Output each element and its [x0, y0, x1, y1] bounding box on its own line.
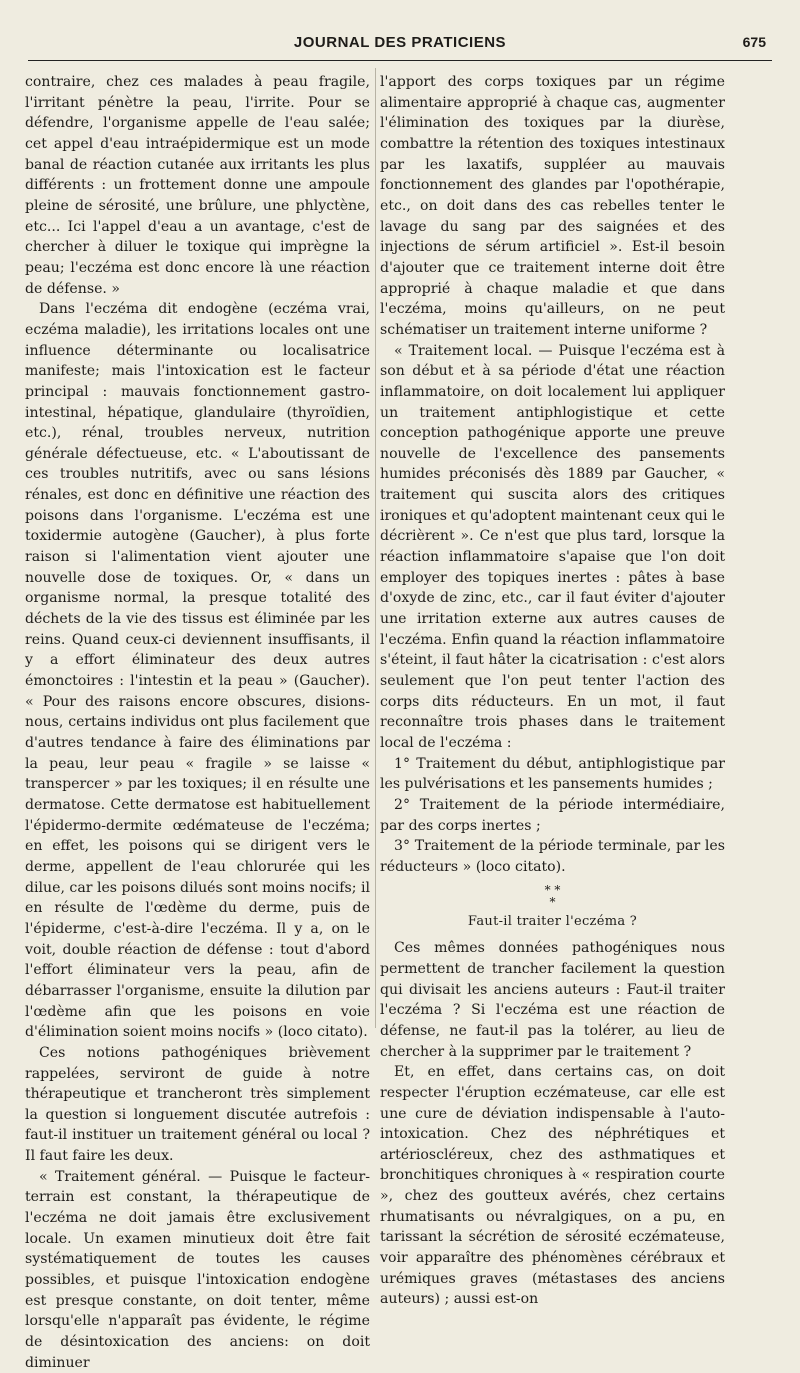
paragraph: « Traitement local. — Puisque l'eczéma est à son début et à sa période d'état une réaction inflammatoire, on doit localement lui appliquer un traitement antiphlogistique et cette conception pathogénique apporte une preuve nouvelle de l'excellence des pansements humides préconisés dès 1889 par Gaucher, « traitement qui suscita alors des critiques ironiques et qu'adoptent maintenant ceux qui le décrièrent ». Ce n'est que plus tard, lorsque la réaction inflammatoire s'apaise que l'on doit employer des topiques inertes : pâtes à base d'oxyde de zinc, etc., car il faut éviter d'ajouter une irritation externe aux autres causes de l'eczéma. Enfin quand la réaction inflammatoire s'éteint, il faut hâter la cicatrisation : c'est alors seulement que l'on peut tenter l'action des corps dits réducteurs. En un mot, il faut reconnaître trois phases dans le traitement local de l'eczéma : — [380, 342, 725, 751]
running-header — [28, 30, 772, 61]
column-divider — [375, 68, 376, 1028]
paragraph: « Traitement général. — Puisque le facteur-terrain est constant, la thérapeutique de l'eczéma ne doit jamais être exclusivement locale. Un examen minutieux doit être fait systématiquement de toutes les causes possibles, et puisque l'intoxication endogène est presque constante, on doit tenter, même lorsqu'elle n'apparaît pas évidente, le régime de désintoxication des anciens: on doit diminuer — [25, 1168, 370, 1371]
journal-title: JOURNAL DES PRATICIENS — [293, 34, 507, 51]
list-item: 2° Traitement de la période intermédiaire, par des corps inertes ; — [380, 796, 725, 834]
list-item: 3° Traitement de la période terminale, par les réducteurs » (loco citato). — [380, 838, 725, 875]
paragraph: contraire, chez ces malades à peau fragile, l'irritant pénètre la peau, l'irrite. Pour se défendre, l'organisme appelle de l'eau salée; cet appel d'eau intraépidermique est un mode banal de réaction cutanée aux irritants les plus différents : un frottement donne une ampoule pleine de sérosité, une brûlure, une phlyctène, etc... Ici l'appel d'eau a un avantage, c'est de chercher à diluer le toxique qui imprègne la peau; l'eczéma est donc encore là une réaction de défense. » — [25, 74, 370, 297]
paragraph: Et, en effet, dans certains cas, on doit respecter l'éruption eczémateuse, car elle est une cure de déviation indispensable à l'auto-intoxication. Chez des néphrétiques et artérioscléreux, chez des asthmatiques et bronchitiques chroniques à « respiration courte », chez des goutteux avérés, chez certains rhumatisants ou névralgiques, on a pu, en tarissant la sécrétion de sérosité eczémateuse, voir apparaître des phénomènes cérébraux et urémiques graves (métastases des anciens auteurs) ; aussi est-on — [380, 1064, 725, 1308]
paragraph: l'apport des corps toxiques par un régime alimentaire approprié à chaque cas, augmenter l'élimination des toxiques par la diurèse, combattre la rétention des toxiques intestinaux par les laxatifs, suppléer au mauvais fonctionnement des glandes par l'opothérapie, etc., on doit dans des cas rebelles tenter le lavage du sang par des saignées et des injections de sérum artificiel ». Est-il besoin d'ajouter que ce traitement interne doit être approprié à chaque maladie et que dans l'eczéma, moins qu'ailleurs, on ne peut schématiser un traitement interne uniforme ? — [380, 74, 725, 338]
list-item: 1° Traitement du début, antiphlogistique par les pulvérisations et les pansements humides ; — [380, 755, 725, 793]
left-column — [25, 72, 370, 1373]
paragraph: Ces notions pathogéniques brièvement rappelées, serviront de guide à notre thérapeutique et trancheront très simplement la question si longuement discutée autrefois : faut-il instituer un traitement général ou local ? Il faut faire les deux. — [25, 1044, 370, 1165]
page-number: 675 — [742, 34, 766, 50]
section-ornament: * * * — [544, 882, 561, 909]
section-heading: Faut-il traiter l'eczéma ? — [467, 913, 638, 929]
paragraph: Dans l'eczéma dit endogène (eczéma vrai, eczéma maladie), les irritations locales ont une influence déterminante ou localisatrice manifeste; mais l'intoxication est le facteur principal : mauvais fonctionnement gastro-intestinal, hépatique, glandulaire (thyroïdien, etc.), rénal, troubles nerveux, nutrition générale défectueuse, etc. « L'aboutissant de ces troubles nutritifs, avec ou sans lésions rénales, est donc en définitive une réaction des poisons dans l'organisme. L'eczéma est une toxidermie autogène (Gaucher), à plus forte raison si l'alimentation vient ajouter une nouvelle dose de toxiques. Or, « dans un organisme normal, la presque totalité des déchets de la vie des tissus est éliminée par les reins. Quand ceux-ci deviennent insuffisants, il y a effort éliminateur des deux autres émonctoires : l'intestin et la peau » (Gaucher). « Pour des raisons encore obscures, disions-nous, certains individus ont plus facilement que d'autres tendance à faire des éliminations par la peau, leur peau « fragile » se laisse « transpercer » par les toxiques; il en résulte une dermatose. Cette dermatose est habituellement l'épidermo-dermite œdémateuse de l'eczéma; en effet, les poisons qui se dirigent vers le derme, appellent de l'eau chlorurée qui les dilue, car les poisons dilués sont moins nocifs; il en résulte de l'œdème du derme, puis de l'épiderme, c'est-à-dire l'eczéma. Il y a, on le voit, double réaction de défense : tout d'abord l'effort éliminateur vers la peau, afin de débarrasser l'organisme, ensuite la dilution par l'œdème afin que les poisons en voie d'élimination soient moins nocifs » (loco citato). — [25, 301, 370, 1041]
right-column — [380, 72, 725, 1310]
paragraph: Ces mêmes données pathogéniques nous permettent de trancher facilement la question qui divisait les anciens auteurs : Faut-il traiter l'eczéma ? Si l'eczéma est une réaction de défense, ne faut-il pas la tolérer, au lieu de chercher à la supprimer par le traitement ? — [380, 940, 725, 1060]
